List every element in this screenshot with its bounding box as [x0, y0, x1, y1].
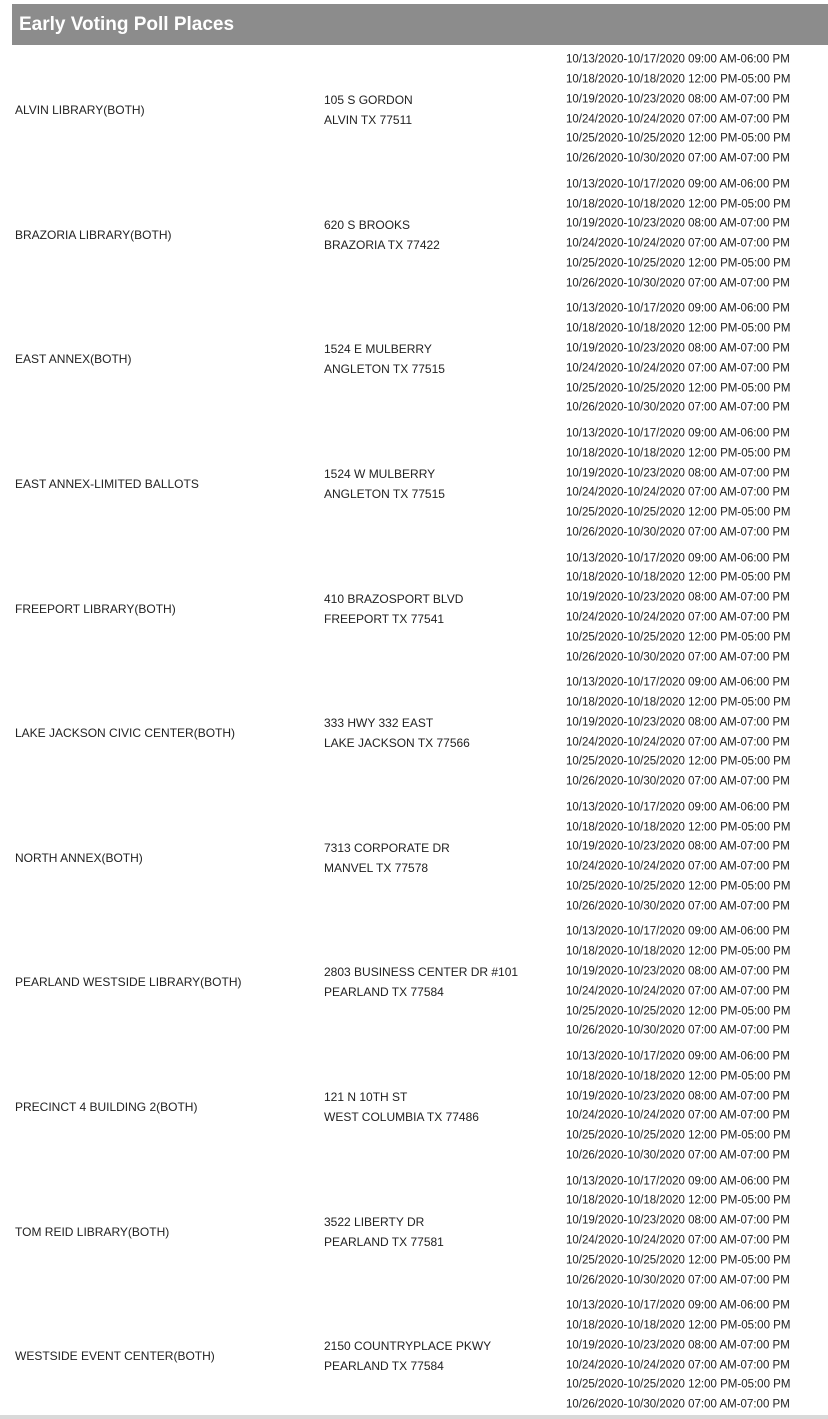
hours-entry: 10/26/2020-10/30/2020 07:00 AM-07:00 PM: [566, 526, 790, 539]
hours-entry: 10/18/2020-10/18/2020 12:00 PM-05:00 PM: [566, 1070, 791, 1083]
hours-entry: 10/25/2020-10/25/2020 12:00 PM-05:00 PM: [566, 506, 791, 519]
poll-place-name: ALVIN LIBRARY(BOTH): [15, 103, 145, 118]
street-address: 3522 LIBERTY DR: [324, 1214, 425, 1229]
city-state-zip: PEARLAND TX 77584: [324, 1359, 444, 1374]
street-address: 121 N 10TH ST: [324, 1090, 408, 1105]
poll-place-row: [0, 173, 828, 298]
hours-entry: 10/25/2020-10/25/2020 12:00 PM-05:00 PM: [566, 382, 791, 395]
poll-place-address: [324, 90, 413, 130]
hours-entry: 10/18/2020-10/18/2020 12:00 PM-05:00 PM: [566, 945, 791, 958]
poll-place-name: EAST ANNEX-LIMITED BALLOTS: [15, 477, 199, 492]
poll-place-hours: [566, 1048, 790, 1167]
poll-place-name: EAST ANNEX(BOTH): [15, 352, 132, 367]
hours-entry: 10/19/2020-10/23/2020 08:00 AM-07:00 PM: [566, 1214, 790, 1227]
hours-entry: 10/19/2020-10/23/2020 08:00 AM-07:00 PM: [566, 342, 790, 355]
poll-place-address: [324, 589, 463, 629]
poll-place-name: WESTSIDE EVENT CENTER(BOTH): [15, 1349, 215, 1364]
poll-place-hours: [566, 300, 790, 419]
hours-entry: 10/26/2020-10/30/2020 07:00 AM-07:00 PM: [566, 1149, 790, 1162]
hours-entry: 10/25/2020-10/25/2020 12:00 PM-05:00 PM: [566, 1129, 791, 1142]
city-state-zip: BRAZORIA TX 77422: [324, 237, 440, 252]
hours-entry: 10/19/2020-10/23/2020 08:00 AM-07:00 PM: [566, 1339, 790, 1352]
hours-entry: 10/19/2020-10/23/2020 08:00 AM-07:00 PM: [566, 93, 790, 106]
poll-place-row: [0, 546, 828, 671]
poll-place-name: NORTH ANNEX(BOTH): [15, 850, 143, 865]
hours-entry: 10/18/2020-10/18/2020 12:00 PM-05:00 PM: [566, 1319, 791, 1332]
hours-entry: 10/19/2020-10/23/2020 08:00 AM-07:00 PM: [566, 716, 790, 729]
city-state-zip: FREEPORT TX 77541: [324, 611, 445, 626]
hours-entry: 10/26/2020-10/30/2020 07:00 AM-07:00 PM: [566, 1398, 790, 1411]
poll-place-row: [0, 1294, 828, 1419]
city-state-zip: ANGLETON TX 77515: [324, 362, 445, 377]
city-state-zip: WEST COLUMBIA TX 77486: [324, 1110, 479, 1125]
hours-entry: 10/19/2020-10/23/2020 08:00 AM-07:00 PM: [566, 591, 790, 604]
poll-place-name: PEARLAND WESTSIDE LIBRARY(BOTH): [15, 975, 242, 990]
poll-place-address: [324, 215, 440, 255]
city-state-zip: LAKE JACKSON TX 77566: [324, 736, 470, 751]
hours-entry: 10/24/2020-10/24/2020 07:00 AM-07:00 PM: [566, 1359, 790, 1372]
hours-entry: 10/25/2020-10/25/2020 12:00 PM-05:00 PM: [566, 257, 791, 270]
hours-entry: 10/19/2020-10/23/2020 08:00 AM-07:00 PM: [566, 965, 790, 978]
hours-entry: 10/24/2020-10/24/2020 07:00 AM-07:00 PM: [566, 1234, 790, 1247]
hours-entry: 10/24/2020-10/24/2020 07:00 AM-07:00 PM: [566, 611, 790, 624]
poll-place-address: [324, 962, 518, 1002]
hours-entry: 10/18/2020-10/18/2020 12:00 PM-05:00 PM: [566, 572, 791, 585]
poll-place-row: [0, 1045, 828, 1170]
hours-entry: 10/13/2020-10/17/2020 09:00 AM-06:00 PM: [566, 178, 790, 191]
hours-entry: 10/18/2020-10/18/2020 12:00 PM-05:00 PM: [566, 821, 791, 834]
hours-entry: 10/19/2020-10/23/2020 08:00 AM-07:00 PM: [566, 1090, 790, 1103]
street-address: 7313 CORPORATE DR: [324, 840, 450, 855]
poll-place-hours: [566, 923, 790, 1042]
poll-place-row: [0, 671, 828, 796]
hours-entry: 10/25/2020-10/25/2020 12:00 PM-05:00 PM: [566, 1379, 791, 1392]
hours-entry: 10/13/2020-10/17/2020 09:00 AM-06:00 PM: [566, 1175, 790, 1188]
poll-place-row: [0, 920, 828, 1045]
hours-entry: 10/24/2020-10/24/2020 07:00 AM-07:00 PM: [566, 487, 790, 500]
poll-place-hours: [566, 176, 790, 295]
hours-entry: 10/13/2020-10/17/2020 09:00 AM-06:00 PM: [566, 801, 790, 814]
hours-entry: 10/24/2020-10/24/2020 07:00 AM-07:00 PM: [566, 736, 790, 749]
hours-entry: 10/18/2020-10/18/2020 12:00 PM-05:00 PM: [566, 198, 791, 211]
poll-place-row: [0, 48, 828, 173]
hours-entry: 10/26/2020-10/30/2020 07:00 AM-07:00 PM: [566, 1025, 790, 1038]
hours-entry: 10/26/2020-10/30/2020 07:00 AM-07:00 PM: [566, 900, 790, 913]
hours-entry: 10/18/2020-10/18/2020 12:00 PM-05:00 PM: [566, 322, 791, 335]
poll-place-address: [324, 713, 470, 753]
hours-entry: 10/13/2020-10/17/2020 09:00 AM-06:00 PM: [566, 552, 790, 565]
poll-place-hours: [566, 1297, 790, 1416]
poll-place-name: TOM REID LIBRARY(BOTH): [15, 1224, 170, 1239]
hours-entry: 10/24/2020-10/24/2020 07:00 AM-07:00 PM: [566, 1110, 790, 1123]
page-title: Early Voting Poll Places: [12, 4, 828, 45]
street-address: 333 HWY 332 EAST: [324, 716, 434, 731]
hours-entry: 10/26/2020-10/30/2020 07:00 AM-07:00 PM: [566, 651, 790, 664]
street-address: 1524 W MULBERRY: [324, 467, 436, 482]
hours-entry: 10/26/2020-10/30/2020 07:00 AM-07:00 PM: [566, 1274, 790, 1287]
poll-place-row: [0, 796, 828, 921]
poll-place-name: FREEPORT LIBRARY(BOTH): [15, 601, 176, 616]
poll-place-row: [0, 422, 828, 547]
hours-entry: 10/13/2020-10/17/2020 09:00 AM-06:00 PM: [566, 1299, 790, 1312]
poll-place-address: [324, 1336, 491, 1376]
poll-place-row: [0, 1169, 828, 1294]
poll-place-hours: [566, 549, 790, 668]
poll-place-hours: [566, 1172, 790, 1291]
hours-entry: 10/13/2020-10/17/2020 09:00 AM-06:00 PM: [566, 676, 790, 689]
street-address: 1524 E MULBERRY: [324, 342, 432, 357]
poll-places-list: [0, 48, 828, 1419]
hours-entry: 10/13/2020-10/17/2020 09:00 AM-06:00 PM: [566, 926, 790, 939]
poll-place-name: BRAZORIA LIBRARY(BOTH): [15, 227, 172, 242]
hours-entry: 10/19/2020-10/23/2020 08:00 AM-07:00 PM: [566, 841, 790, 854]
hours-entry: 10/18/2020-10/18/2020 12:00 PM-05:00 PM: [566, 1195, 791, 1208]
hours-entry: 10/25/2020-10/25/2020 12:00 PM-05:00 PM: [566, 880, 791, 893]
hours-entry: 10/25/2020-10/25/2020 12:00 PM-05:00 PM: [566, 1005, 791, 1018]
hours-entry: 10/24/2020-10/24/2020 07:00 AM-07:00 PM: [566, 985, 790, 998]
street-address: 2803 BUSINESS CENTER DR #101: [324, 965, 519, 980]
poll-place-hours: [566, 51, 790, 170]
poll-place-name: PRECINCT 4 BUILDING 2(BOTH): [15, 1100, 198, 1115]
hours-entry: 10/19/2020-10/23/2020 08:00 AM-07:00 PM: [566, 218, 790, 231]
hours-entry: 10/26/2020-10/30/2020 07:00 AM-07:00 PM: [566, 277, 790, 290]
city-state-zip: MANVEL TX 77578: [324, 860, 429, 875]
poll-place-hours: [566, 674, 790, 793]
hours-entry: 10/19/2020-10/23/2020 08:00 AM-07:00 PM: [566, 467, 790, 480]
poll-place-address: [324, 339, 445, 379]
poll-place-hours: [566, 425, 790, 544]
hours-entry: 10/24/2020-10/24/2020 07:00 AM-07:00 PM: [566, 113, 790, 126]
hours-entry: 10/13/2020-10/17/2020 09:00 AM-06:00 PM: [566, 1050, 790, 1063]
hours-entry: 10/18/2020-10/18/2020 12:00 PM-05:00 PM: [566, 696, 791, 709]
hours-entry: 10/13/2020-10/17/2020 09:00 AM-06:00 PM: [566, 53, 790, 66]
bottom-divider: [0, 1415, 828, 1419]
hours-entry: 10/24/2020-10/24/2020 07:00 AM-07:00 PM: [566, 362, 790, 375]
hours-entry: 10/25/2020-10/25/2020 12:00 PM-05:00 PM: [566, 133, 791, 146]
poll-place-hours: [566, 798, 790, 917]
hours-entry: 10/24/2020-10/24/2020 07:00 AM-07:00 PM: [566, 237, 790, 250]
city-state-zip: ANGLETON TX 77515: [324, 487, 445, 502]
hours-entry: 10/18/2020-10/18/2020 12:00 PM-05:00 PM: [566, 73, 791, 86]
street-address: 410 BRAZOSPORT BLVD: [324, 591, 464, 606]
hours-entry: 10/26/2020-10/30/2020 07:00 AM-07:00 PM: [566, 775, 790, 788]
street-address: 105 S GORDON: [324, 93, 413, 108]
hours-entry: 10/26/2020-10/30/2020 07:00 AM-07:00 PM: [566, 402, 790, 415]
hours-entry: 10/25/2020-10/25/2020 12:00 PM-05:00 PM: [566, 756, 791, 769]
hours-entry: 10/25/2020-10/25/2020 12:00 PM-05:00 PM: [566, 631, 791, 644]
poll-place-address: [324, 464, 445, 504]
poll-place-address: [324, 838, 450, 878]
hours-entry: 10/25/2020-10/25/2020 12:00 PM-05:00 PM: [566, 1254, 791, 1267]
poll-place-row: [0, 297, 828, 422]
street-address: 620 S BROOKS: [324, 217, 411, 232]
city-state-zip: PEARLAND TX 77584: [324, 985, 444, 1000]
city-state-zip: ALVIN TX 77511: [324, 113, 413, 128]
hours-entry: 10/13/2020-10/17/2020 09:00 AM-06:00 PM: [566, 303, 790, 316]
city-state-zip: PEARLAND TX 77581: [324, 1234, 444, 1249]
hours-entry: 10/24/2020-10/24/2020 07:00 AM-07:00 PM: [566, 860, 790, 873]
hours-entry: 10/13/2020-10/17/2020 09:00 AM-06:00 PM: [566, 427, 790, 440]
poll-place-name: LAKE JACKSON CIVIC CENTER(BOTH): [15, 726, 236, 741]
hours-entry: 10/18/2020-10/18/2020 12:00 PM-05:00 PM: [566, 447, 791, 460]
street-address: 2150 COUNTRYPLACE PKWY: [324, 1339, 492, 1354]
poll-place-address: [324, 1212, 444, 1252]
hours-entry: 10/26/2020-10/30/2020 07:00 AM-07:00 PM: [566, 152, 790, 165]
poll-place-address: [324, 1087, 479, 1127]
